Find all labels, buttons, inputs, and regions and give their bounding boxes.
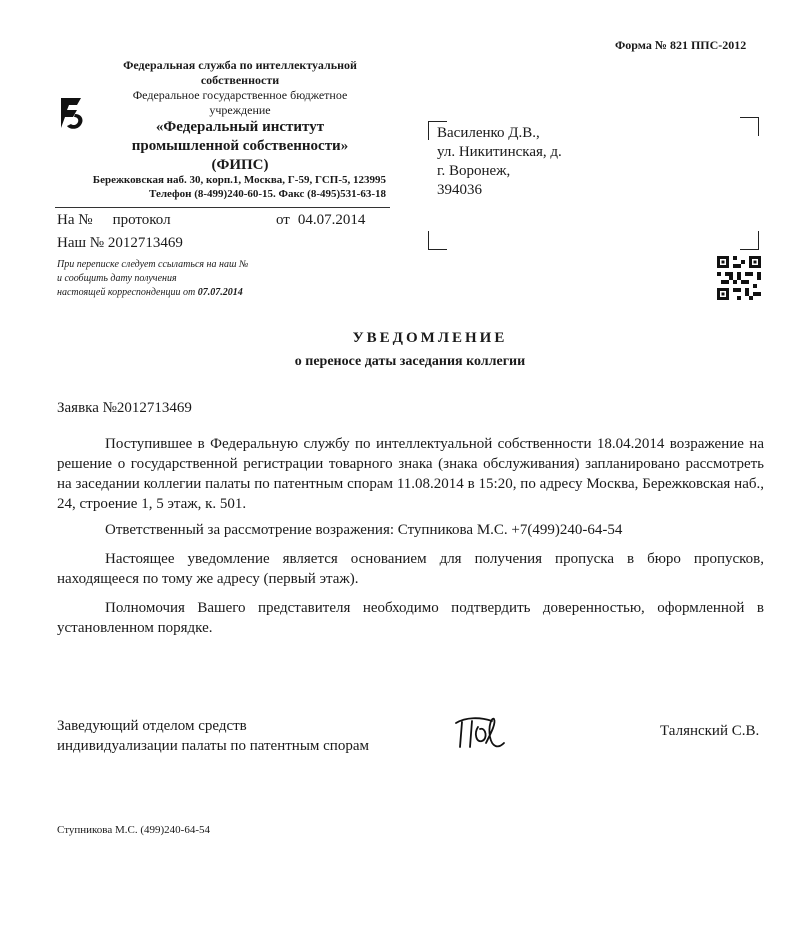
reference-date-value: 04.07.2014 [297,212,366,228]
form-number: Форма № 821 ППС-2012 [615,38,747,52]
sender-phones: Телефон (8-499)240-60-15. Факс (8-495)531-63-18 [149,188,386,200]
reference-to-label: На № [57,212,93,228]
qr-code-icon [717,256,761,300]
recipient-line-4: 394036 [437,182,482,198]
recipient-line-1: Василенко Д.В., [437,125,540,141]
recipient-line-2: ул. Никитинская, д. [437,144,562,160]
handwritten-signature-icon [452,713,508,755]
paragraph-3 [57,549,764,589]
paragraph-2-text: Ответственный за рассмотрение возражения: Ступникова М.С. +7(499)240-64-54 [105,522,623,538]
sender-name-2: промышленной собственности» [131,138,349,154]
note-line-2: и сообщить дату получения [57,273,177,284]
reference-to-value: протокол [112,212,171,228]
sender-line-1: Федеральная служба по интеллектуальной [123,58,357,72]
reference-our-label: Наш № [57,235,105,251]
signatory-name: Талянский С.В. [660,723,760,739]
document-subtitle: о переносе даты заседания коллегии [294,354,526,369]
address-corner-bottom-right [740,231,759,250]
paragraph-1 [57,434,764,514]
sender-name-3: (ФИПС) [211,157,269,173]
sender-name-1: «Федеральный институт [155,119,325,135]
sender-address: Бережковская наб. 30, корп.1, Москва, Г-59, ГСП-5, 123995 [92,174,386,186]
reference-to [57,212,171,229]
reference-date [276,212,365,229]
recipient-address [437,124,562,200]
paragraph-1-text: Поступившее в Федеральную службу по интеллектуальной собственности 18.04.2014 возражение на решение о государственной регистрации товарного знака (знака обслуживания) запланировано рассмотреть на заседании коллегии палаты по патентным спорам 11.08.2014 в 15:20, по адресу Москва, Бережковская наб., 24, строение 1, 5 этаж, к. 501. [57,436,764,512]
reference-our-value: 2012713469 [107,235,183,251]
note-line-1: При переписке следует ссылаться на наш № [57,259,249,270]
application-number: Заявка №2012713469 [57,400,192,416]
correspondence-note [57,258,248,300]
sender-contacts [56,173,386,201]
paragraph-4 [57,598,764,638]
reference-our [57,235,183,252]
sender-header [100,58,380,175]
address-corner-bottom-left [428,231,447,250]
note-date: 07.07.2014 [197,287,243,298]
note-line-3: настоящей корреспонденции от [57,287,196,298]
signatory-position-line-2: индивидуализации палаты по патентным спорам [57,738,369,754]
signatory-position [57,716,369,756]
sender-line-2: собственности [200,73,280,87]
executor-contact: Ступникова М.С. (499)240-64-54 [57,824,211,836]
header-divider [55,207,390,208]
sender-line-4: учреждение [209,103,271,117]
signatory-position-line-1: Заведующий отделом средств [57,718,247,734]
paragraph-2 [57,520,764,540]
paragraph-4-text: Полномочия Вашего представителя необходимо подтвердить доверенностью, оформленной в установленном порядке. [57,600,764,636]
document-title: УВЕДОМЛЕНИЕ [352,330,508,346]
sender-line-3: Федеральное государственное бюджетное [132,88,348,102]
recipient-line-3: г. Воронеж, [437,163,511,179]
paragraph-3-text: Настоящее уведомление является основанием для получения пропуска в бюро пропусков, находящееся по тому же адресу (первый этаж). [57,551,764,587]
fips-logo-icon [57,96,87,132]
address-corner-top-right [740,117,759,136]
reference-date-label: от [276,212,290,228]
